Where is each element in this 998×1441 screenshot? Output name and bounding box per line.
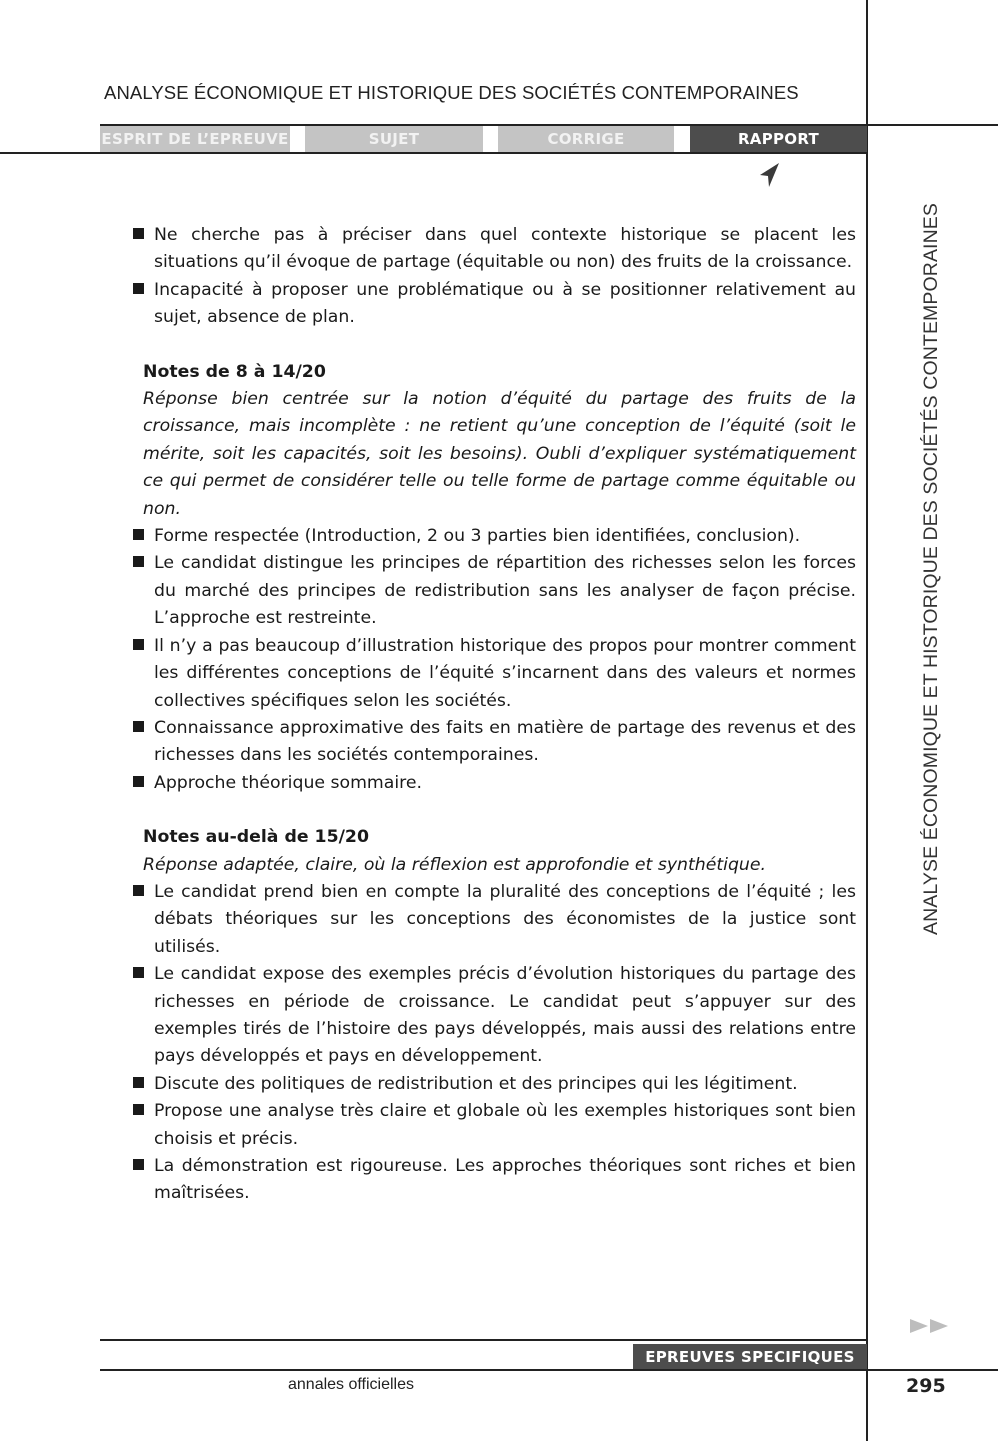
- publication-name: annales officielles: [288, 1376, 415, 1393]
- tab-sujet[interactable]: SUJET: [305, 126, 483, 152]
- cursor-arrow-icon: [757, 162, 781, 188]
- footer-top-rule: [100, 1339, 867, 1341]
- sidebar-vertical-title: ANALYSE ÉCONOMIQUE ET HISTORIQUE DES SOCIÉTÉS CONTEMPORAINES: [920, 203, 942, 935]
- header-bottom-rule: [0, 152, 867, 154]
- list-item: Discute des politiques de redistribution et des principes qui les légitiment.: [133, 1071, 856, 1098]
- page-number: 295: [906, 1375, 946, 1397]
- section-label-tab: EPREUVES SPECIFIQUES: [633, 1344, 867, 1370]
- bullet-square-icon: [133, 721, 144, 732]
- list-item: Il n’y a pas beaucoup d’illustration historique des propos pour montrer comment les différentes conceptions de l’équité s’incarnent dans des valeurs et normes collectives spécifiques selon les sociétés.: [133, 633, 856, 715]
- report-body: [133, 222, 856, 1208]
- list-item: Connaissance approximative des faits en matière de partage des revenus et des richesses dans les sociétés contemporaines.: [133, 715, 856, 770]
- vertical-rule: [866, 0, 868, 1441]
- list-item: Ne cherche pas à préciser dans quel contexte historique se placent les situations qu’il évoque de partage (équitable ou non) des fruits de la croissance.: [133, 222, 856, 277]
- header-side-rule: [867, 124, 998, 126]
- page-header-title: ANALYSE ÉCONOMIQUE ET HISTORIQUE DES SOCIÉTÉS CONTEMPORAINES: [104, 82, 799, 103]
- list-item: Le candidat distingue les principes de répartition des richesses selon les forces du marché des principes de redistribution sans les analyser de façon précise. L’approche est restreinte.: [133, 550, 856, 632]
- list-item: Approche théorique sommaire.: [133, 770, 856, 797]
- tab-esprit[interactable]: ESPRIT DE L’EPREUVE: [100, 126, 290, 152]
- bullet-square-icon: [133, 1104, 144, 1115]
- footer-bottom-rule: [100, 1369, 998, 1371]
- list-item: Propose une analyse très claire et globale où les exemples historiques sont bien choisis et précis.: [133, 1098, 856, 1153]
- bullet-square-icon: [133, 556, 144, 567]
- list-item: Le candidat expose des exemples précis d’évolution historiques du partage des richesses en période de croissance. Le candidat peut s’appuyer sur des exemples tirés de l’histoire des pays développés, mais aussi des relations entre pays développés et pays en développement.: [133, 961, 856, 1071]
- bullet-square-icon: [133, 228, 144, 239]
- bullet-square-icon: [133, 1159, 144, 1170]
- list-item: Forme respectée (Introduction, 2 ou 3 parties bien identifiées, conclusion).: [133, 523, 856, 550]
- bullet-square-icon: [133, 639, 144, 650]
- bullet-square-icon: [133, 283, 144, 294]
- section-tabs: [100, 126, 867, 152]
- section-intro: Réponse bien centrée sur la notion d’équité du partage des fruits de la croissance, mais incomplète : ne retient qu’une conception de l’équité (soit le mérite, soit les capacités, soit les besoins). Oubli d’expliquer systématiquement ce qui permet de considérer telle ou telle forme de partage comme équitable ou non.: [143, 389, 856, 519]
- tab-corrige[interactable]: CORRIGE: [498, 126, 674, 152]
- bullet-square-icon: [133, 967, 144, 978]
- section-heading-8-14: Notes de 8 à 14/20: [143, 361, 326, 382]
- bullet-square-icon: [133, 776, 144, 787]
- next-page-arrows-icon[interactable]: [910, 1318, 952, 1334]
- section-heading-15-plus: Notes au-delà de 15/20: [143, 827, 369, 848]
- bullet-square-icon: [133, 529, 144, 540]
- bullet-square-icon: [133, 885, 144, 896]
- list-item: La démonstration est rigoureuse. Les approches théoriques sont riches et bien maîtrisées.: [133, 1153, 856, 1208]
- bullet-square-icon: [133, 1077, 144, 1088]
- list-item: Incapacité à proposer une problématique ou à se positionner relativement au sujet, absence de plan.: [133, 277, 856, 332]
- list-item: Le candidat prend bien en compte la pluralité des conceptions de l’équité ; les débats théoriques sur les conceptions des économistes de la justice sont utilisés.: [133, 879, 856, 961]
- tab-rapport[interactable]: RAPPORT: [690, 126, 867, 152]
- section-intro: Réponse adaptée, claire, où la réflexion est approfondie et synthétique.: [143, 854, 766, 875]
